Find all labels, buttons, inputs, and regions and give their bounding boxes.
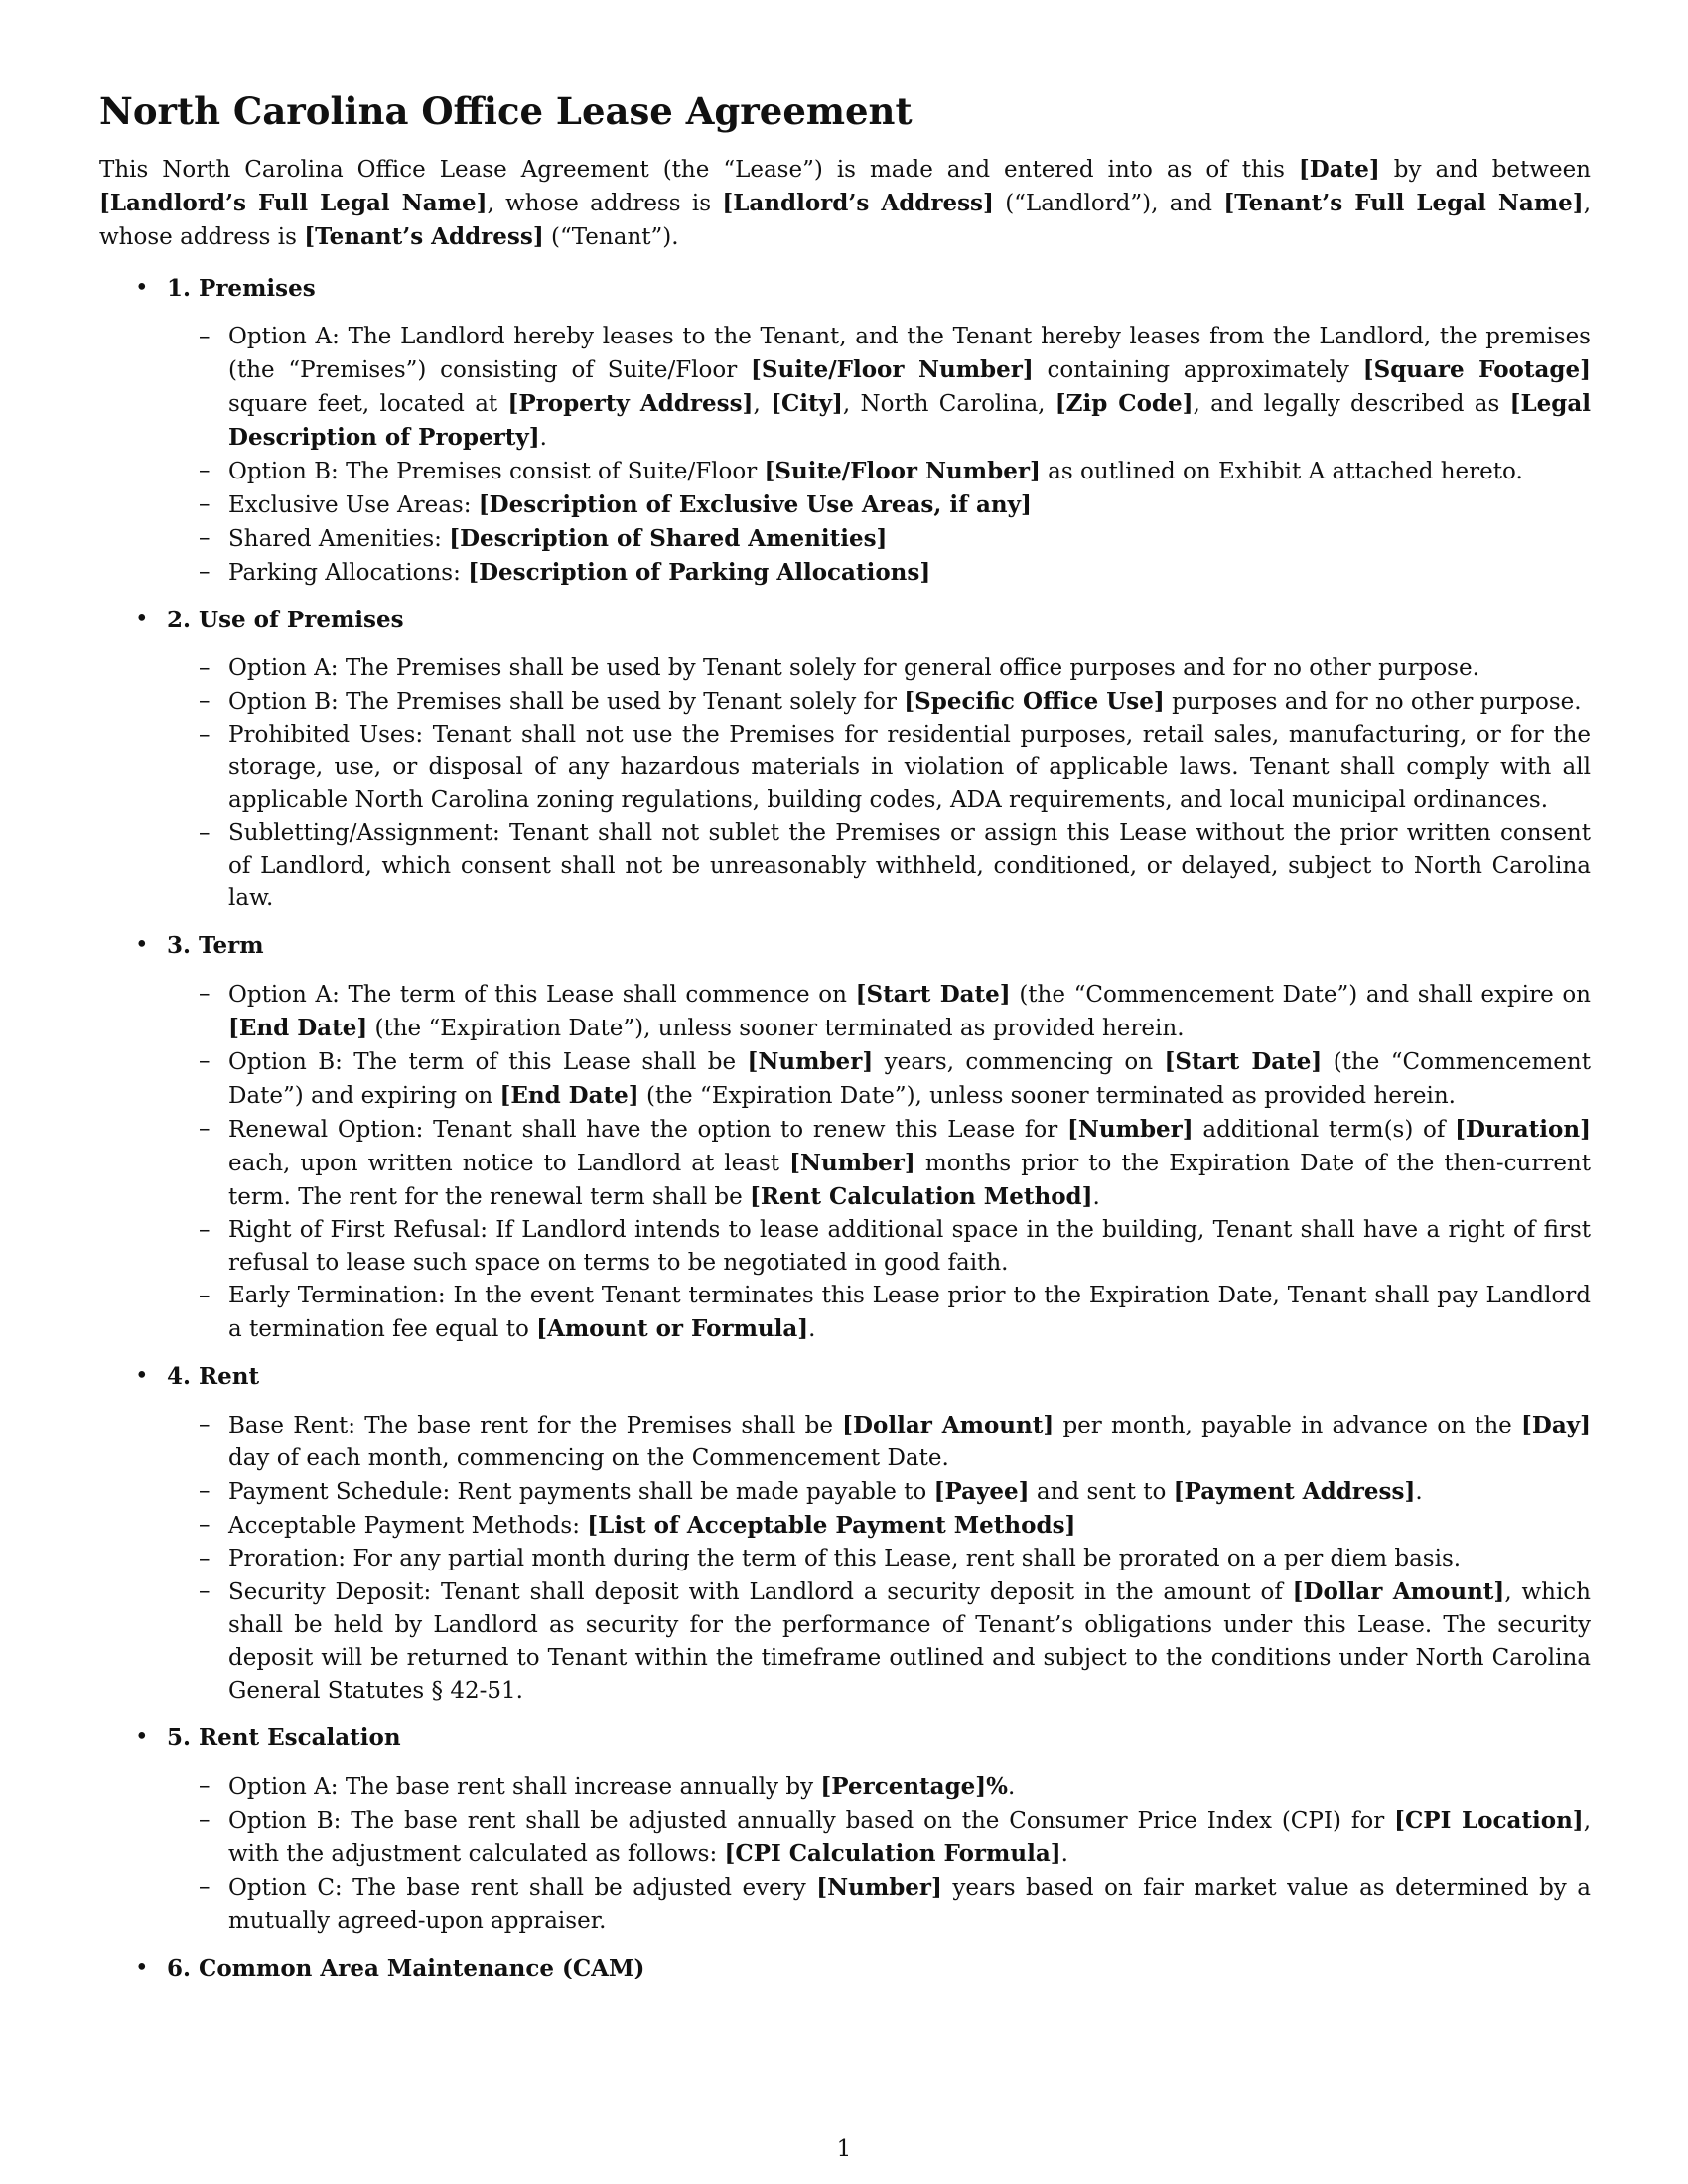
clause-item: – Option B: The Premises consist of Suite/Floor [Suite/Floor Number] as outlined on Exhibit A attached hereto. [167, 455, 1591, 488]
placeholder-field: [Description of Exclusive Use Areas, if any] [478, 491, 1032, 518]
clause-list [167, 321, 1591, 590]
placeholder-field: [Percentage]% [820, 1773, 1009, 1800]
section-heading: • 3. Term [167, 932, 264, 959]
section-heading: • 6. Common Area Maintenance (CAM) [167, 1955, 645, 1981]
clause-item: – Option A: The base rent shall increase annually by [Percentage]%. [167, 1770, 1591, 1804]
placeholder-field: [Description of Parking Allocations] [468, 559, 931, 586]
clause-item: – Payment Schedule: Rent payments shall be made payable to [Payee] and sent to [Payment Address]. [167, 1475, 1591, 1509]
placeholder-field: [Landlord’s Full Legal Name] [99, 190, 488, 216]
placeholder-field: [Number] [747, 1048, 874, 1075]
document-page [99, 87, 1591, 2000]
clause-item: – Option A: The Landlord hereby leases to the Tenant, and the Tenant hereby leases from the Landlord, the premises (the “Premises”) consisting of Suite/Floor [Suite/Floor Number] containing approximately [Square Footage] square feet, located at [Property Address], [City], North Carolina, [Zip Code], and legally described as [Legal Description of Property]. [167, 321, 1591, 455]
placeholder-field: [Description of Shared Amenities] [449, 525, 888, 552]
section [99, 929, 1591, 1346]
placeholder-field: [Payment Address] [1173, 1478, 1416, 1505]
placeholder-field: [Number] [789, 1150, 915, 1176]
placeholder-field: [Tenant’s Address] [304, 223, 544, 250]
section-list [99, 272, 1591, 1984]
clause-item: – Right of First Refusal: If Landlord intends to lease additional space in the building, Tenant shall have a right of first refusal to lease such space on terms to be negotiated in good faith. [167, 1214, 1591, 1280]
clause-list [167, 978, 1591, 1346]
placeholder-field: [Dollar Amount] [1292, 1578, 1505, 1605]
section-heading: • 5. Rent Escalation [167, 1724, 401, 1751]
placeholder-field: [Legal Description of Property] [228, 390, 1592, 451]
placeholder-field: [Tenant’s Full Legal Name] [1223, 190, 1584, 216]
clause-item: – Option C: The base rent shall be adjusted every [Number] years based on fair market value as determined by a mutually agreed-upon appraiser. [167, 1871, 1591, 1938]
clause-item: – Option A: The Premises shall be used by Tenant solely for general office purposes and for no other purpose. [167, 652, 1591, 685]
clause-item: – Proration: For any partial month during the term of this Lease, rent shall be prorated on a per diem basis. [167, 1543, 1591, 1575]
placeholder-field: [Zip Code] [1055, 390, 1194, 417]
clause-item: – Option B: The base rent shall be adjusted annually based on the Consumer Price Index (CPI) for [CPI Location], with the adjustment calculated as follows: [CPI Calculation Formula]. [167, 1804, 1591, 1871]
clause-item: – Option A: The term of this Lease shall commence on [Start Date] (the “Commencement Date”) and shall expire on [End Date] (the “Expiration Date”), unless sooner terminated as provided herein. [167, 978, 1591, 1045]
clause-item: – Early Termination: In the event Tenant terminates this Lease prior to the Expiration Date, Tenant shall pay Landlord a termination fee equal to [Amount or Formula]. [167, 1280, 1591, 1346]
placeholder-field: [Duration] [1455, 1116, 1591, 1143]
clause-list [167, 652, 1591, 915]
section [99, 1952, 1591, 1984]
placeholder-field: [Number] [816, 1874, 942, 1901]
section-heading: • 2. Use of Premises [167, 607, 404, 633]
placeholder-field: [Square Footage] [1362, 356, 1592, 383]
clause-item: – Option B: The Premises shall be used by Tenant solely for [Specific Office Use] purposes and for no other purpose. [167, 685, 1591, 719]
clause-item: – Option B: The term of this Lease shall be [Number] years, commencing on [Start Date] (the “Commencement Date”) and expiring on [End Date] (the “Expiration Date”), unless sooner terminated as provided herein. [167, 1045, 1591, 1113]
clause-item: – Renewal Option: Tenant shall have the option to renew this Lease for [Number] additional term(s) of [Duration] each, upon written notice to Landlord at least [Number] months prior to the Expiration Date of the then-current term. The rent for the renewal term shall be [Rent Calculation Method]. [167, 1113, 1591, 1214]
placeholder-field: [Rent Calculation Method] [750, 1183, 1093, 1210]
section [99, 1721, 1591, 1938]
intro-paragraph: This North Carolina Office Lease Agreement (the “Lease”) is made and entered into as of this [Date] by and between [Landlord’s Full Legal Name], whose address is [Landlord’s Address] (“Landlord”), and [Tenant’s Full Legal Name], whose address is [Tenant’s Address] (“Tenant”). [99, 156, 1592, 250]
clause-item: – Prohibited Uses: Tenant shall not use the Premises for residential purposes, retail sales, manufacturing, or for the storage, use, or disposal of any hazardous materials in violation of applicable laws. Tenant shall comply with all applicable North Carolina zoning regulations, building codes, ADA requirements, and local municipal ordinances. [167, 719, 1591, 817]
placeholder-field: [Day] [1521, 1412, 1591, 1438]
section [99, 1360, 1591, 1707]
section [99, 272, 1591, 590]
placeholder-field: [Suite/Floor Number] [764, 458, 1041, 484]
clause-list [167, 1770, 1591, 1938]
section-heading: • 1. Premises [167, 275, 316, 302]
section-heading: • 4. Rent [167, 1363, 260, 1390]
clause-item: – Security Deposit: Tenant shall deposit with Landlord a security deposit in the amount of [Dollar Amount], which shall be held by Landlord as security for the performance of Tenant’s obligations under this Lease. The security deposit will be returned to Tenant within the timeframe outlined and subject to the conditions under North Carolina General Statutes § 42-51. [167, 1575, 1591, 1707]
placeholder-field: [City] [771, 390, 843, 417]
section [99, 604, 1591, 915]
clause-item: – Subletting/Assignment: Tenant shall not sublet the Premises or assign this Lease without the prior written consent of Landlord, which consent shall not be unreasonably withheld, conditioned, or delayed, subject to North Carolina law. [167, 817, 1591, 915]
clause-item: – Acceptable Payment Methods: [List of Acceptable Payment Methods] [167, 1509, 1591, 1543]
placeholder-field: [Date] [1298, 156, 1380, 183]
placeholder-field: [Start Date] [1164, 1048, 1323, 1075]
clause-item: – Shared Amenities: [Description of Shared Amenities] [167, 522, 1591, 556]
placeholder-field: [Dollar Amount] [842, 1412, 1055, 1438]
placeholder-field: [End Date] [499, 1082, 639, 1109]
clause-item: – Base Rent: The base rent for the Premises shall be [Dollar Amount] per month, payable in advance on the [Day] day of each month, commencing on the Commencement Date. [167, 1409, 1591, 1475]
clause-item: – Parking Allocations: [Description of Parking Allocations] [167, 556, 1591, 590]
placeholder-field: [Number] [1066, 1116, 1194, 1143]
placeholder-field: [CPI Location] [1394, 1807, 1584, 1834]
placeholder-field: [Suite/Floor Number] [751, 356, 1034, 383]
clause-list [167, 1409, 1591, 1707]
placeholder-field: [Amount or Formula] [536, 1315, 809, 1342]
placeholder-field: [Property Address] [507, 390, 754, 417]
placeholder-field: [Specific Office Use] [904, 688, 1165, 715]
clause-item: – Exclusive Use Areas: [Description of Exclusive Use Areas, if any] [167, 488, 1591, 522]
placeholder-field: [CPI Calculation Formula] [724, 1841, 1061, 1867]
document-title: North Carolina Office Lease Agreement [99, 89, 913, 133]
placeholder-field: [Payee] [933, 1478, 1030, 1505]
page-number: 1 [836, 2136, 852, 2162]
placeholder-field: [Landlord’s Address] [722, 190, 994, 216]
placeholder-field: [End Date] [228, 1015, 368, 1041]
placeholder-field: [Start Date] [855, 981, 1011, 1008]
placeholder-field: [List of Acceptable Payment Methods] [587, 1512, 1076, 1539]
